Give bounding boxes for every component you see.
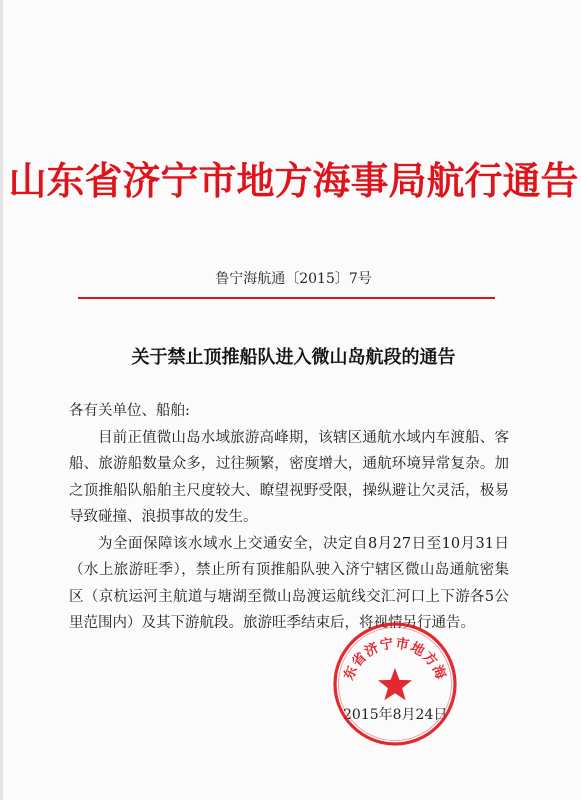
red-divider [78,297,495,299]
header-title: 山东省济宁市地方海事局航行通告 [8,158,579,203]
issue-date: 2015年8月24日 [343,707,448,723]
notice-body [69,398,509,637]
paragraph-1: 目前正值微山岛水域旅游高峰期，该辖区通航水域内车渡船、客船、旅游船数量众多，过往频繁，密度增大，通航环境异常复杂。加之顶推船队船舶主尺度较大、瞭望视野受限，操纵避让欠灵活，极易导致碰撞、浪损事故的发生。 [69,429,509,525]
document-number: 鲁宁海航通〔2015〕7号 [215,271,372,287]
salutation: 各有关单位、船舶: [69,403,190,419]
paragraph-2: 为全面保障该水域水上交通安全，决定自8月27日至10月31日（水上旅游旺季），禁止所有顶推船队驶入济宁辖区微山岛通航密集区（京杭运河主航道与塘湖至微山岛渡运航线交汇河口上下游各5公里范围内）及其下游航段。旅游旺季结束后，将视情另行通告。 [69,535,509,631]
official-seal-icon [329,618,461,750]
notice-title: 关于禁止顶推船队进入微山岛航段的通告 [131,347,456,368]
seal-text: 东省济宁市地方海 [340,635,450,683]
